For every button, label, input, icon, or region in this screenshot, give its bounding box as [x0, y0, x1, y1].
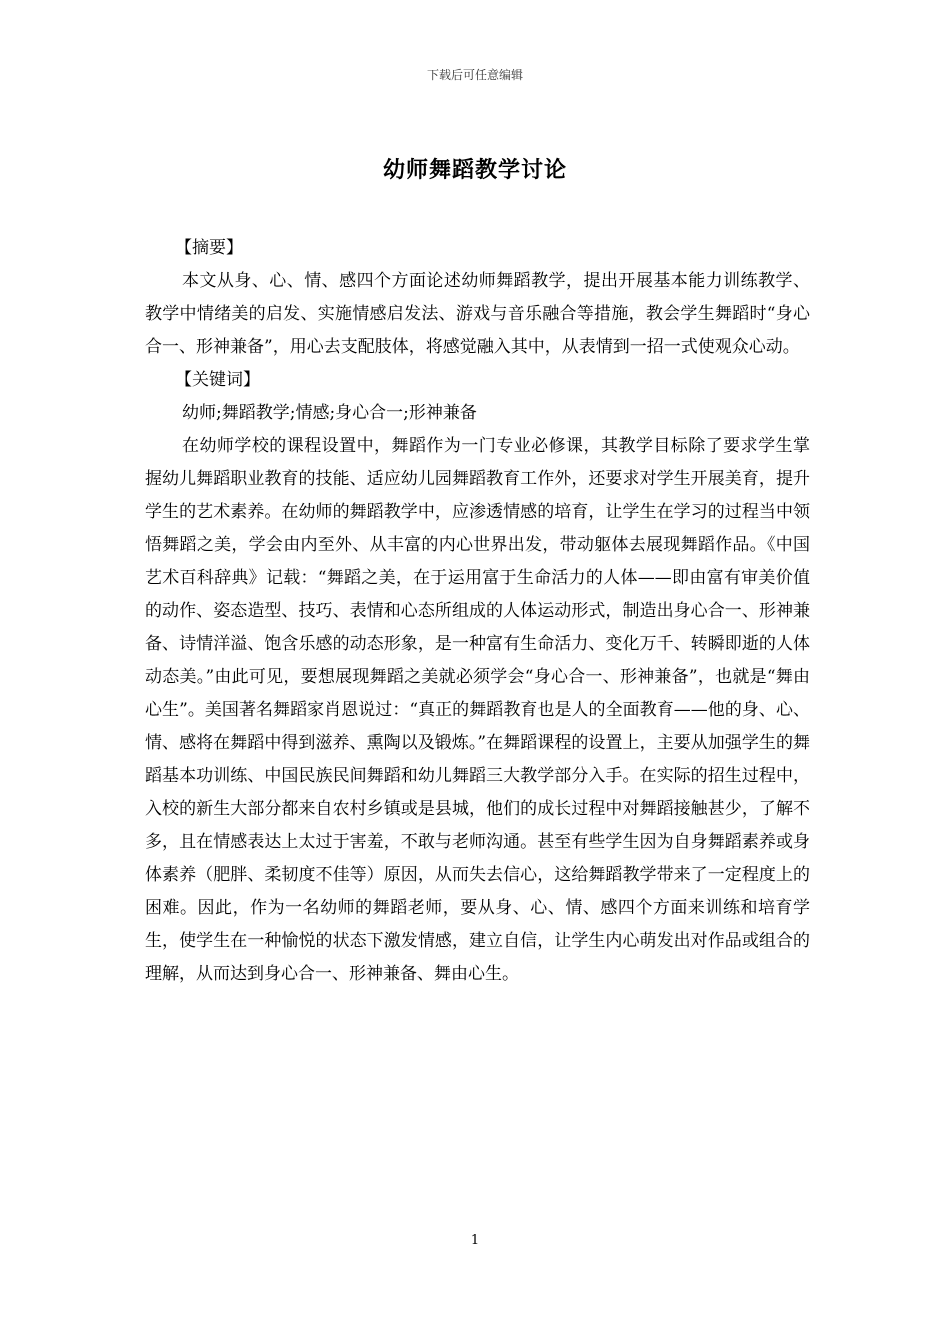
abstract-label: 【摘要】 — [175, 238, 243, 258]
document-body — [145, 232, 810, 991]
keywords-text: 幼师;舞蹈教学;情感;身心合一;形神兼备 — [182, 403, 477, 423]
page-header-note: 下载后可任意编辑 — [426, 68, 523, 82]
body-paragraph: 在幼师学校的课程设置中，舞蹈作为一门专业必修课，其教学目标除了要求学生掌握幼儿舞蹈职业教育的技能、适应幼儿园舞蹈教育工作外，还要求对学生开展美育，提升学生的艺术素养。在幼师的舞蹈教学中，应渗透情感的培育，让学生在学习的过程当中领悟舞蹈之美，学会由内至外、从丰富的内心世界出发，带动躯体去展现舞蹈作品。《中国艺术百科辞典》记载：“舞蹈之美，在于运用富于生命活力的人体——即由富有审美价值的动作、姿态造型、技巧、表情和心态所组成的人体运动形式，制造出身心合一、形神兼备、诗情洋溢、饱含乐感的动态形象，是一种富有生命活力、变化万千、转瞬即逝的人体动态美。”由此可见，要想展现舞蹈之美就必须学会“身心合一、形神兼备”，也就是“舞由心生”。美国著名舞蹈家肖恩说过：“真正的舞蹈教育也是人的全面教育——他的身、心、情、感将在舞蹈中得到滋养、熏陶以及锻炼。”在舞蹈课程的设置上，主要从加强学生的舞蹈基本功训练、中国民族民间舞蹈和幼儿舞蹈三大教学部分入手。在实际的招生过程中，入校的新生大部分都来自农村乡镇或是县城，他们的成长过程中对舞蹈接触甚少，了解不多，且在情感表达上太过于害羞，不敢与老师沟通。甚至有些学生因为自身舞蹈素养或身体素养（肥胖、柔韧度不佳等）原因，从而失去信心，这给舞蹈教学带来了一定程度上的困难。因此，作为一名幼师的舞蹈老师，要从身、心、情、感四个方面来训练和培育学生，使学生在一种愉悦的状态下激发情感，建立自信，让学生内心萌发出对作品或组合的理解，从而达到身心合一、形神兼备、舞由心生。 — [145, 436, 810, 984]
page-number: 1 — [470, 1233, 480, 1248]
document-title: 幼师舞蹈教学讨论 — [382, 157, 567, 183]
abstract-text: 本文从身、心、情、感四个方面论述幼师舞蹈教学，提出开展基本能力训练教学、教学中情绪美的启发、实施情感启发法、游戏与音乐融合等措施，教会学生舞蹈时“身心合一、形神兼备”，用心去支配肢体，将感觉融入其中，从表情到一招一式使观众心动。 — [145, 271, 810, 357]
keywords-label: 【关键词】 — [175, 370, 260, 390]
